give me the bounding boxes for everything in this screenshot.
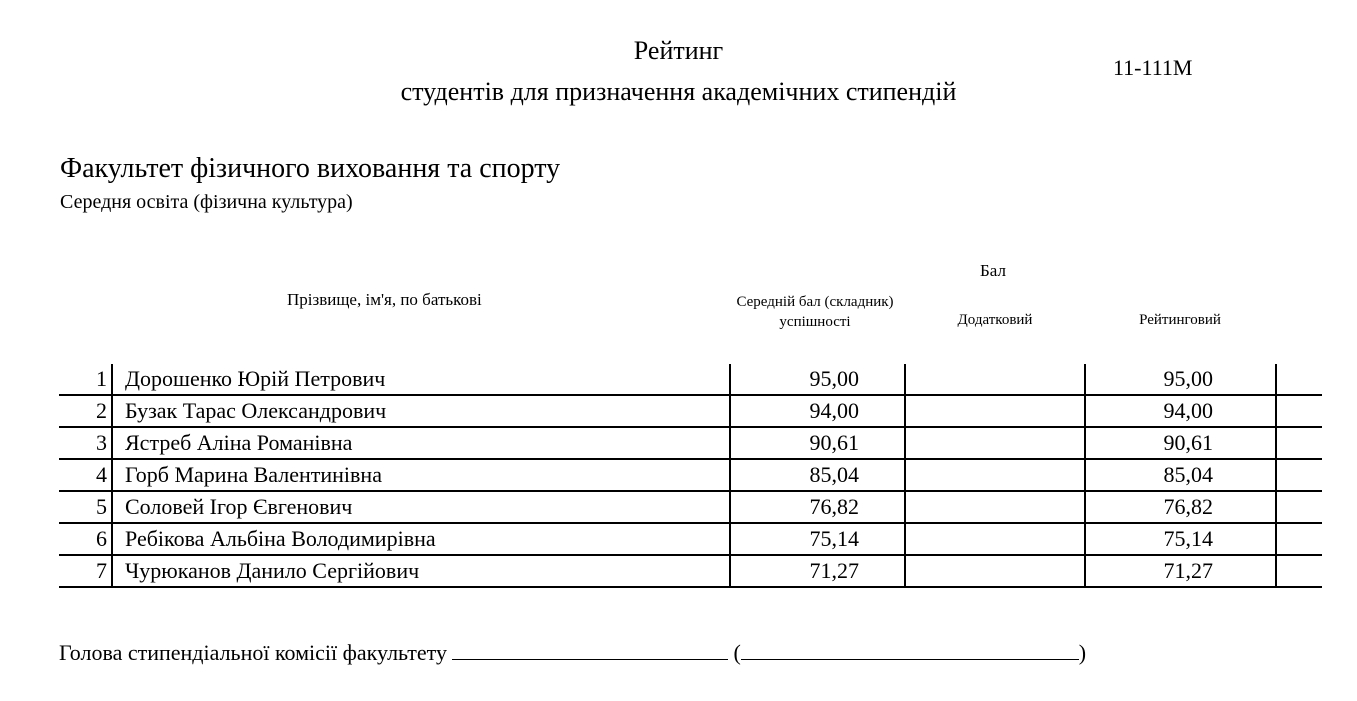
student-name: Ребікова Альбіна Володимирівна xyxy=(111,524,729,554)
student-name: Чурюканов Данило Сергійович xyxy=(111,556,729,586)
student-name: Дорошенко Юрій Петрович xyxy=(111,364,729,394)
extra-score xyxy=(904,492,1084,522)
column-header-extra: Додатковий xyxy=(957,312,1033,328)
average-score: 95,00 xyxy=(729,364,904,394)
open-paren: ( xyxy=(733,640,741,665)
signature-line xyxy=(59,637,1086,666)
average-score: 76,82 xyxy=(729,492,904,522)
average-score: 85,04 xyxy=(729,460,904,490)
name-blank xyxy=(741,637,1079,660)
row-number: 5 xyxy=(96,494,107,519)
table-row xyxy=(59,460,1322,492)
score-group-header: Бал xyxy=(980,261,1006,280)
rating-table xyxy=(59,364,1322,588)
rating-score: 90,61 xyxy=(1084,428,1277,458)
student-name: Ястреб Аліна Романівна xyxy=(111,428,729,458)
extra-score xyxy=(904,460,1084,490)
table-row xyxy=(59,492,1322,524)
extra-score xyxy=(904,364,1084,394)
row-number: 1 xyxy=(96,366,107,391)
table-row xyxy=(59,556,1322,588)
rating-score: 85,04 xyxy=(1084,460,1277,490)
faculty-name: Факультет фізичного виховання та спорту xyxy=(60,153,561,184)
program-name: Середня освіта (фізична культура) xyxy=(60,191,353,213)
column-header-rating: Рейтинговий xyxy=(1139,312,1221,328)
table-row xyxy=(59,396,1322,428)
rating-score: 71,27 xyxy=(1084,556,1277,586)
document-title: Рейтинг xyxy=(633,36,724,65)
row-number: 4 xyxy=(96,462,107,487)
student-name: Бузак Тарас Олександрович xyxy=(111,396,729,426)
average-score: 90,61 xyxy=(729,428,904,458)
table-row xyxy=(59,364,1322,396)
row-number: 7 xyxy=(96,558,107,583)
rating-score: 75,14 xyxy=(1084,524,1277,554)
column-header-name: Прізвище, ім'я, по батькові xyxy=(287,290,482,309)
row-number: 3 xyxy=(96,430,107,455)
column-header-average: Середній бал (складник) успішності xyxy=(736,294,894,330)
group-code: 11-111М xyxy=(1113,55,1193,80)
extra-score xyxy=(904,396,1084,426)
rating-score: 94,00 xyxy=(1084,396,1277,426)
row-number: 6 xyxy=(96,526,107,551)
student-name: Соловей Ігор Євгенович xyxy=(111,492,729,522)
average-score: 94,00 xyxy=(729,396,904,426)
signature-blank xyxy=(452,637,728,660)
rating-score: 95,00 xyxy=(1084,364,1277,394)
table-row xyxy=(59,524,1322,556)
extra-score xyxy=(904,524,1084,554)
rating-score: 76,82 xyxy=(1084,492,1277,522)
extra-score xyxy=(904,556,1084,586)
document-subtitle: студентів для призначення академічних стипендій xyxy=(400,77,957,106)
signature-label: Голова стипендіальної комісії факультету xyxy=(59,640,447,665)
average-score: 71,27 xyxy=(729,556,904,586)
average-score: 75,14 xyxy=(729,524,904,554)
student-name: Горб Марина Валентинівна xyxy=(111,460,729,490)
row-number: 2 xyxy=(96,398,107,423)
close-paren: ) xyxy=(1078,640,1087,665)
table-row xyxy=(59,428,1322,460)
extra-score xyxy=(904,428,1084,458)
